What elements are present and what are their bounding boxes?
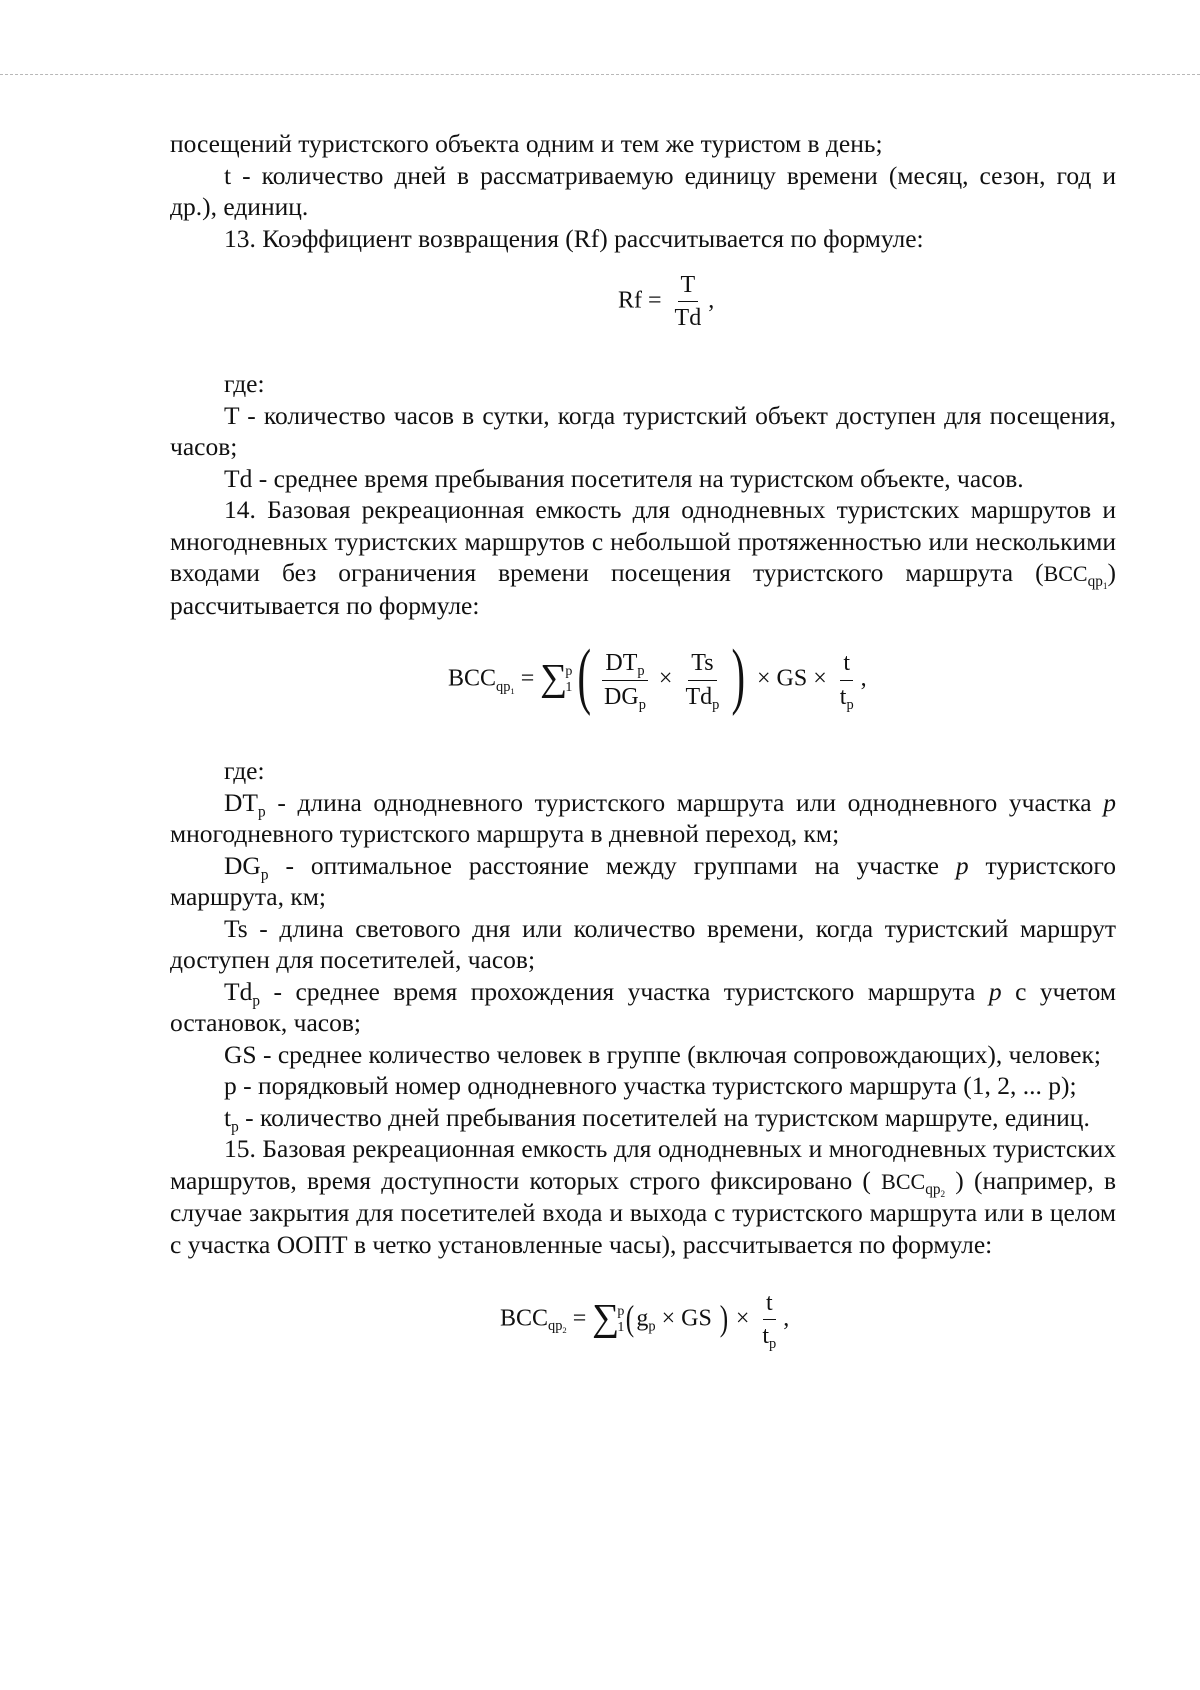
- text: многодневного туристского маршрута в дневной переход, км;: [170, 819, 840, 848]
- text: p: [648, 1318, 656, 1335]
- definition-ts: Ts - длина светового дня или количество времени, когда туристский маршрут доступен для посетителей, часов;: [170, 913, 1116, 974]
- text: - длина однодневного туристского маршрута или однодневного участка: [277, 787, 1092, 817]
- text: GS: [681, 1305, 712, 1332]
- text: рассчитывается по формуле:: [170, 590, 480, 620]
- sum-symbol: ∑: [592, 1296, 620, 1339]
- text: 15. Базовая рекреационная емкость для однодневных и многодневных туристских маршрутов, время доступности которых строго фиксировано (: [170, 1134, 1116, 1195]
- paragraph: T - количество часов в сутки, когда туристский объект доступен для посещения, часов;: [170, 400, 1116, 461]
- times-sign: ×: [658, 665, 673, 692]
- formula-bcc-qp2: [170, 1260, 1116, 1370]
- equals-sign: =: [572, 1305, 587, 1332]
- paragraph-section-14: [170, 494, 1116, 621]
- formula-rf: [170, 254, 1116, 354]
- text: BCC: [881, 1168, 926, 1194]
- text: t: [762, 1323, 770, 1350]
- text: p: [1103, 787, 1117, 817]
- text: p: [712, 696, 720, 713]
- text: 1: [1102, 581, 1108, 592]
- formula-bcc-qp1: [170, 621, 1116, 743]
- times-sign: ×: [813, 665, 827, 692]
- paragraph-section-13: 13. Коэффициент возвращения (Rf) рассчитывается по формуле:: [224, 223, 924, 253]
- paragraph: посещений туристского объекта одним и тем же туристом в день;: [170, 129, 883, 158]
- text: t: [839, 683, 847, 710]
- numerator: t: [763, 1290, 776, 1320]
- fraction: [672, 272, 705, 332]
- numerator: Ts: [688, 650, 716, 680]
- definition-td: [170, 976, 1116, 1039]
- denominator: [759, 1320, 779, 1353]
- text: p: [252, 991, 260, 1009]
- text: p: [637, 663, 645, 680]
- numerator: [602, 650, 647, 680]
- definition-dg: [170, 850, 1116, 913]
- text: 2: [562, 1325, 567, 1336]
- denominator: Td: [674, 305, 702, 332]
- sum-lower-limit: 1: [565, 680, 573, 695]
- times-sign: ×: [661, 1305, 676, 1332]
- fraction: [759, 1290, 779, 1353]
- definition-tp: [170, 1102, 1116, 1134]
- text: с учетом остановок, часов;: [170, 976, 1116, 1037]
- text: p: [955, 850, 969, 880]
- paragraph-where: где:: [224, 369, 265, 398]
- numerator: t: [840, 650, 853, 680]
- text: Td: [685, 683, 713, 710]
- equals-sign: =: [520, 665, 535, 692]
- paragraph: Td - среднее время пребывания посетителя на туристском объекте, часов.: [224, 463, 1024, 493]
- text: p: [638, 696, 646, 713]
- text: p: [258, 802, 266, 820]
- text: 1: [510, 685, 515, 696]
- paragraph-section-15: [170, 1133, 1116, 1260]
- comma: ,: [783, 1305, 790, 1332]
- sum-symbol: ∑: [540, 657, 568, 699]
- left-paren: (: [577, 635, 592, 717]
- right-paren: ): [719, 1297, 729, 1338]
- text: - среднее время прохождения участка туристского маршрута: [273, 976, 976, 1006]
- text: DG: [224, 850, 261, 880]
- text: туристского маршрута, км;: [170, 850, 1117, 911]
- formula-lhs: BCC: [500, 1305, 549, 1332]
- definition-gs: GS - среднее количество человек в группе (включая сопровождающих), человек;: [224, 1039, 1101, 1069]
- sum-lower-limit: 1: [617, 1319, 625, 1335]
- text: qp: [925, 1180, 941, 1198]
- scan-artifact-line: [0, 74, 1200, 75]
- fraction: [837, 650, 857, 713]
- inline-bcc: $(BCC_{qp_1})$: [1035, 558, 1116, 592]
- right-paren: ): [731, 635, 746, 717]
- denominator: [837, 681, 857, 713]
- text: t: [224, 1102, 232, 1132]
- text: p: [988, 976, 1002, 1006]
- text: DT: [605, 650, 638, 677]
- text: DG: [604, 683, 639, 710]
- text: 2: [940, 1189, 946, 1200]
- text: qp: [548, 1318, 563, 1335]
- times-sign: ×: [735, 1305, 750, 1332]
- text: p: [260, 865, 269, 883]
- text: 14. Базовая рекреационная емкость для однодневных туристских маршрутов и многодневных туристских маршрутов с небольшой протяженностью или несколькими входами без ограничения времени посещения туристского маршрута: [170, 495, 1116, 587]
- text: BCC: [1043, 561, 1088, 586]
- text: GS: [776, 665, 808, 692]
- paragraph-where: где:: [224, 756, 265, 785]
- text: qp: [496, 678, 511, 695]
- text: p: [846, 696, 854, 713]
- text: p: [769, 1336, 777, 1353]
- text: - количество дней пребывания посетителей на туристском маршруте, единиц.: [245, 1102, 1090, 1132]
- document-page: [170, 128, 1116, 1370]
- text: Td: [224, 976, 253, 1006]
- text: ) (например, в случае закрытия для посетителей входа и выхода с туристского маршрута или в целом с участка ООПТ в четко установленные часы), рассчитывается по формуле:: [170, 1165, 1116, 1259]
- numerator: T: [678, 272, 699, 302]
- sum-upper-limit: p: [565, 664, 573, 679]
- denominator: [601, 681, 649, 713]
- text: qp: [1087, 573, 1103, 591]
- comma: ,: [860, 665, 867, 692]
- equals-sign: =: [648, 287, 662, 314]
- formula-lhs: Rf: [618, 287, 642, 314]
- formula-lhs: BCC: [448, 665, 497, 692]
- text: - оптимальное расстояние между группами на участке: [285, 850, 939, 880]
- text: g: [636, 1305, 649, 1332]
- text: DT: [224, 787, 258, 817]
- sum-upper-limit: p: [617, 1303, 625, 1319]
- denominator: [682, 681, 722, 713]
- times-sign: ×: [756, 665, 771, 692]
- definition-dt: [170, 787, 1116, 850]
- paragraph: t - количество дней в рассматриваемую единицу времени (месяц, сезон, год и др.), единиц.: [170, 160, 1116, 221]
- text: p: [231, 1117, 239, 1135]
- fraction: [682, 650, 722, 713]
- definition-p: p - порядковый номер однодневного участка туристского маршрута (1, 2, ... p);: [224, 1071, 1077, 1100]
- fraction: [601, 650, 649, 713]
- left-paren: (: [626, 1297, 635, 1338]
- comma: ,: [708, 287, 715, 314]
